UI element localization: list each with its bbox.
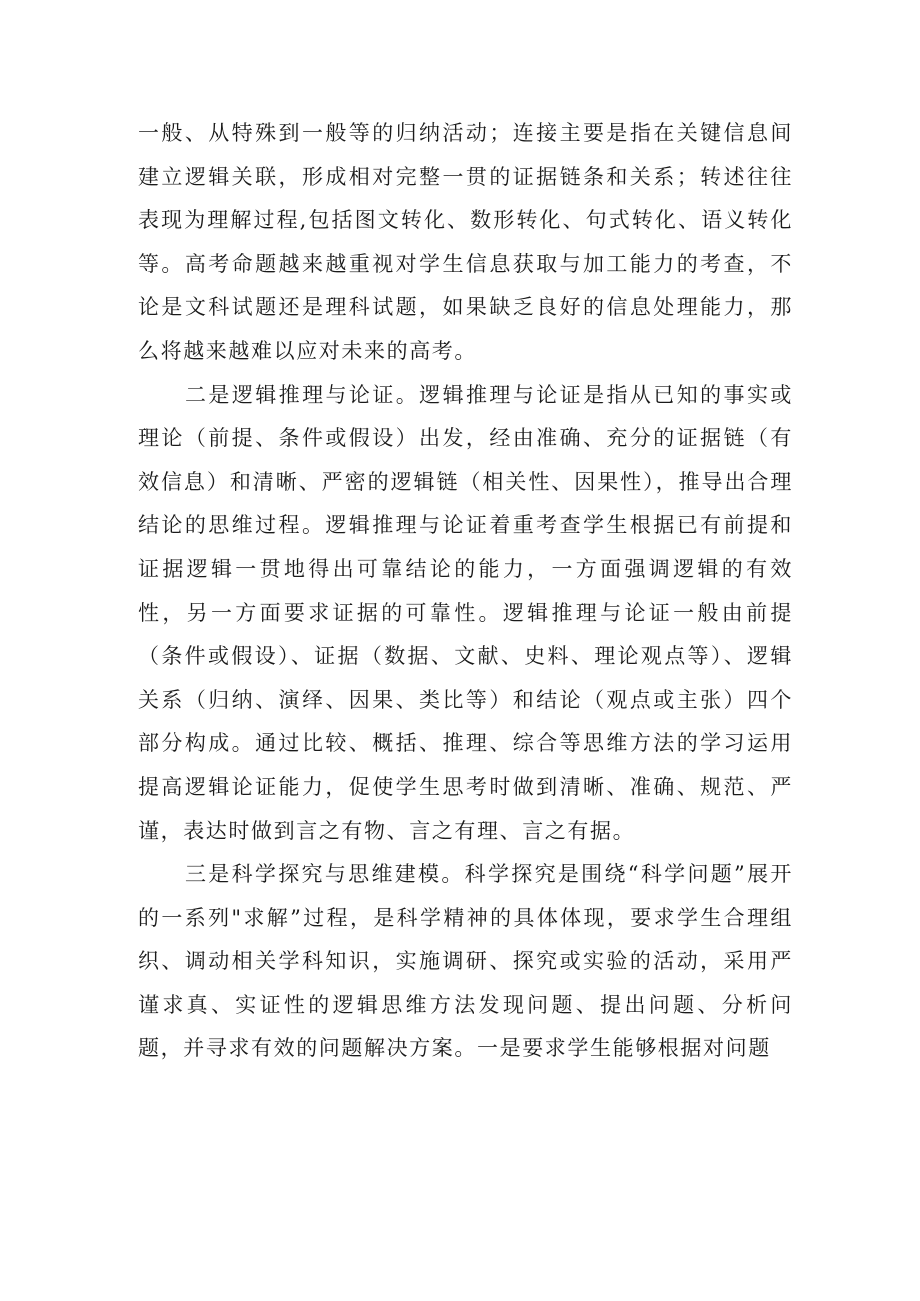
paragraph-scientific-inquiry: 三是科学探究与思维建模。科学探究是围绕“科学问题”展开的一系列"求解”过程，是科学精神的具体体现，要求学生合理组织、调动相关学科知识，实施调研、探究或实验的活动，采用严谨求真、实证性的逻辑思维方法发现问题、提出问题、分析问题，并寻求有效的问题解决方案。一是要求学生能够根据对问题 bbox=[138, 862, 793, 1061]
document-page bbox=[138, 112, 793, 1071]
paragraph-continuation: 一般、从特殊到一般等的归纳活动；连接主要是指在关键信息间建立逻辑关联，形成相对完整一贯的证据链条和关系；转述往往表现为理解过程,包括图文转化、数形转化、句式转化、语义转化等。高考命题越来越重视对学生信息获取与加工能力的考查，不论是文科试题还是理科试题，如果缺乏良好的信息处理能力，那么将越来越难以应对未来的高考。 bbox=[138, 121, 793, 363]
paragraph-logical-reasoning: 二是逻辑推理与论证。逻辑推理与论证是指从已知的事实或理论（前提、条件或假设）出发，经由准确、充分的证据链（有效信息）和清晰、严密的逻辑链（相关性、因果性），推导出合理结论的思维过程。逻辑推理与论证着重考查学生根据已有前提和证据逻辑一贯地得出可靠结论的能力，一方面强调逻辑的有效性，另一方面要求证据的可靠性。逻辑推理与论证一般由前提（条件或假设）、证据（数据、文献、史料、理论观点等）、逻辑关系（归纳、演绎、因果、类比等）和结论（观点或主张）四个部分构成。通过比较、概括、推理、综合等思维方法的学习运用提高逻辑论证能力，促使学生思考时做到清晰、准确、规范、严谨，表达时做到言之有物、言之有理、言之有据。 bbox=[138, 382, 793, 843]
